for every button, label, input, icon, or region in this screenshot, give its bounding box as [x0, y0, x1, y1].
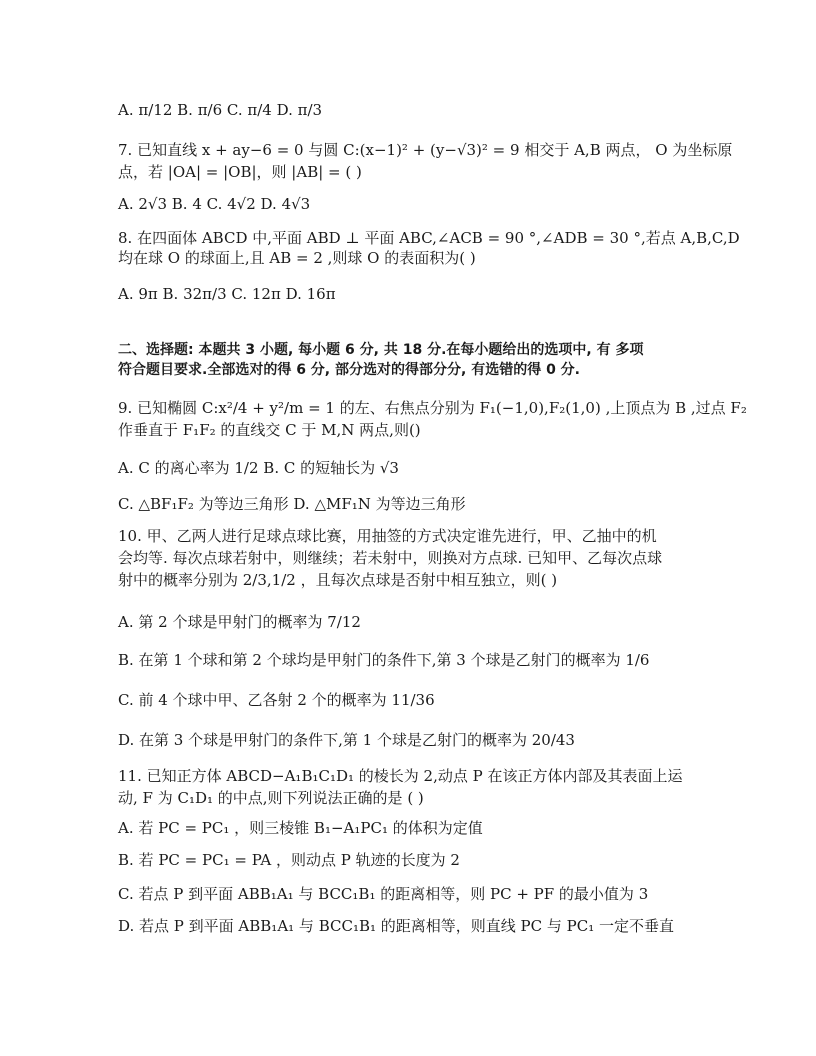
- q10-option-b: B. 在第 1 个球和第 2 个球均是甲射门的条件下,第 3 个球是乙射门的概率为 1/6: [118, 651, 650, 669]
- q11-option-a: A. 若 PC = PC₁ ，则三棱锥 B₁−A₁PC₁ 的体积为定值: [118, 819, 483, 837]
- q7-line2: 点，若 |OA| = |OB|，则 |AB| = ( ): [118, 163, 362, 181]
- q7-line1: 7. 已知直线 x + ay−6 = 0 与圆 C:(x−1)² + (y−√3)² = 9 相交于 A,B 两点， O 为坐标原: [118, 141, 733, 159]
- q6-options: A. π/12 B. π/6 C. π/4 D. π/3: [118, 101, 323, 119]
- q10-line2: 会均等. 每次点球若射中，则继续；若未射中，则换对方点球. 已知甲、乙每次点球: [118, 549, 663, 567]
- q11-line2: 动, F 为 C₁D₁ 的中点,则下列说法正确的是 ( ): [118, 789, 424, 807]
- q9-line1: 9. 已知椭圆 C:x²/4 + y²/m = 1 的左、右焦点分别为 F₁(−1,0),F₂(1,0) ,上顶点为 B ,过点 F₂: [118, 399, 747, 417]
- q8-options: A. 9π B. 32π/3 C. 12π D. 16π: [118, 285, 336, 303]
- q9-option-cd: C. △BF₁F₂ 为等边三角形 D. △MF₁N 为等边三角形: [118, 495, 466, 513]
- q7-options: A. 2√3 B. 4 C. 4√2 D. 4√3: [118, 195, 311, 213]
- q8-line1: 8. 在四面体 ABCD 中,平面 ABD ⊥ 平面 ABC,∠ACB = 90 °,∠ADB = 30 °,若点 A,B,C,D: [118, 229, 740, 247]
- q10-line3: 射中的概率分别为 2/3,1/2 ，且每次点球是否射中相互独立，则( ): [118, 571, 558, 589]
- q9-line2: 作垂直于 F₁F₂ 的直线交 C 于 M,N 两点,则(): [118, 421, 421, 439]
- q11-option-d: D. 若点 P 到平面 ABB₁A₁ 与 BCC₁B₁ 的距离相等，则直线 PC 与 PC₁ 一定不垂直: [118, 917, 674, 935]
- q11-option-c: C. 若点 P 到平面 ABB₁A₁ 与 BCC₁B₁ 的距离相等，则 PC + PF 的最小值为 3: [118, 885, 649, 903]
- q11-line1: 11. 已知正方体 ABCD−A₁B₁C₁D₁ 的棱长为 2,动点 P 在该正方体内部及其表面上运: [118, 767, 683, 785]
- q9-option-ab: A. C 的离心率为 1/2 B. C 的短轴长为 √3: [118, 459, 399, 477]
- section2-heading-line1: 二、选择题: 本题共 3 小题, 每小题 6 分, 共 18 分.在每小题给出的选项中, 有 多项: [118, 342, 644, 358]
- q10-line1: 10. 甲、乙两人进行足球点球比赛，用抽签的方式决定谁先进行，甲、乙抽中的机: [118, 527, 657, 545]
- q11-option-b: B. 若 PC = PC₁ = PA ，则动点 P 轨迹的长度为 2: [118, 851, 460, 869]
- q10-option-d: D. 在第 3 个球是甲射门的条件下,第 1 个球是乙射门的概率为 20/43: [118, 731, 575, 749]
- q10-option-a: A. 第 2 个球是甲射门的概率为 7/12: [118, 613, 361, 631]
- q10-option-c: C. 前 4 个球中甲、乙各射 2 个的概率为 11/36: [118, 691, 435, 709]
- q8-line2: 均在球 O 的球面上,且 AB = 2 ,则球 O 的表面积为( ): [118, 249, 476, 267]
- section2-heading-line2: 符合题目要求.全部选对的得 6 分, 部分选对的得部分分, 有选错的得 0 分.: [118, 362, 580, 378]
